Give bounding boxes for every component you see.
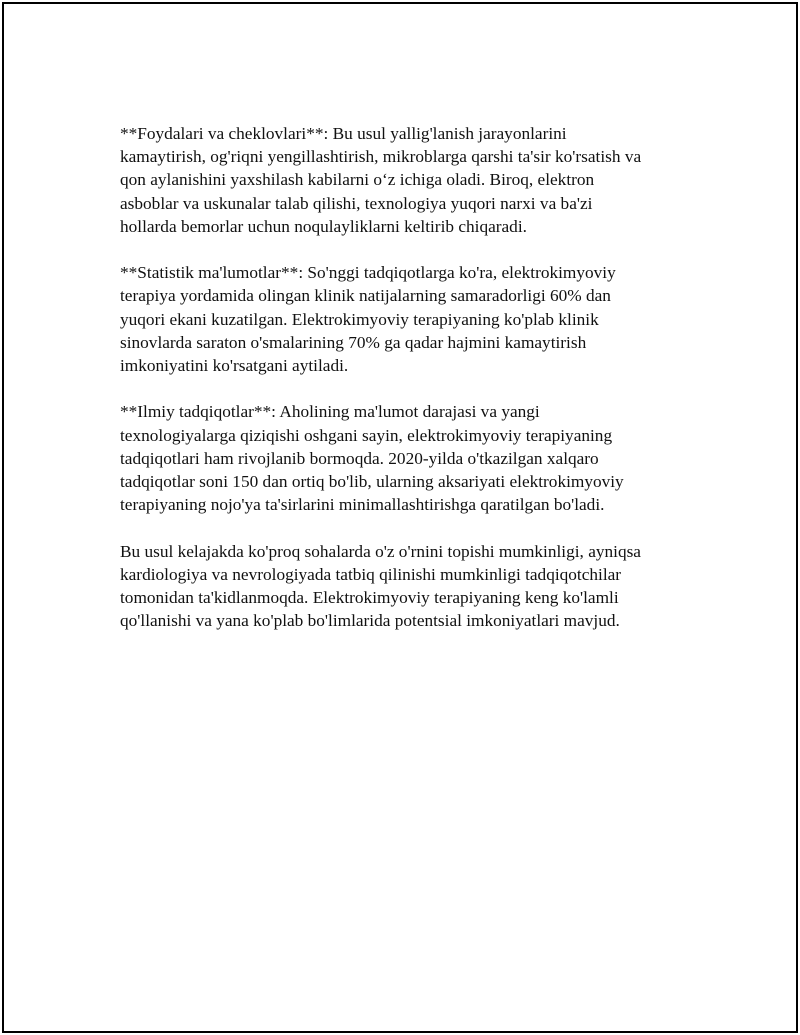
document-page xyxy=(2,2,798,1033)
document-body xyxy=(120,122,680,656)
paragraph-future-outlook: Bu usul kelajakda ko'proq sohalarda o'z o'rnini topishi mumkinligi, ayniqsa kardiologiya va nevrologiyada tatbiq qilinishi mumkinligi tadqiqotchilar tomonidan ta'kidlanmoqda. Elektrokimyoviy terapiyaning keng ko'lamli qo'llanishi va yana ko'plab bo'limlarida potentsial imkoniyatlari mavjud. xyxy=(120,541,641,631)
paragraph-statistics: **Statistik ma'lumotlar**: So'nggi tadqiqotlarga ko'ra, elektrokimyoviy terapiya yordamida olingan klinik natijalarning samaradorligi 60% dan yuqori ekani kuzatilgan. Elektrokimyoviy terapiyaning ko'plab klinik sinovlarda saraton o'smalarining 70% ga qadar hajmini kamaytirish imkoniyatini ko'rsatgani aytiladi. xyxy=(120,263,616,376)
paragraph-scientific-research: **Ilmiy tadqiqotlar**: Aholining ma'lumot darajasi va yangi texnologiyalarga qiziqishi oshgani sayin, elektrokimyoviy terapiyaning tadqiqotlari ham rivojlanib bormoqda. 2020-yilda o'tkazilgan xalqaro tadqiqotlar soni 150 dan ortiq bo'lib, ularning aksariyati elektrokimyoviy terapiyaning nojo'ya ta'sirlarini minimallashtirishga qaratilgan bo'ladi. xyxy=(120,402,624,515)
paragraph-benefits-limitations: **Foydalari va cheklovlari**: Bu usul yallig'lanish jarayonlarini kamaytirish, og'riqni yengillashtirish, mikroblarga qarshi ta'sir ko'rsatish va qon aylanishini yaxshilash kabilarni o‘z ichiga oladi. Biroq, elektron asboblar va uskunalar talab qilishi, texnologiya yuqori narxi va ba'zi hollarda bemorlar uchun noqulayliklarni keltirib chiqaradi. xyxy=(120,124,642,236)
